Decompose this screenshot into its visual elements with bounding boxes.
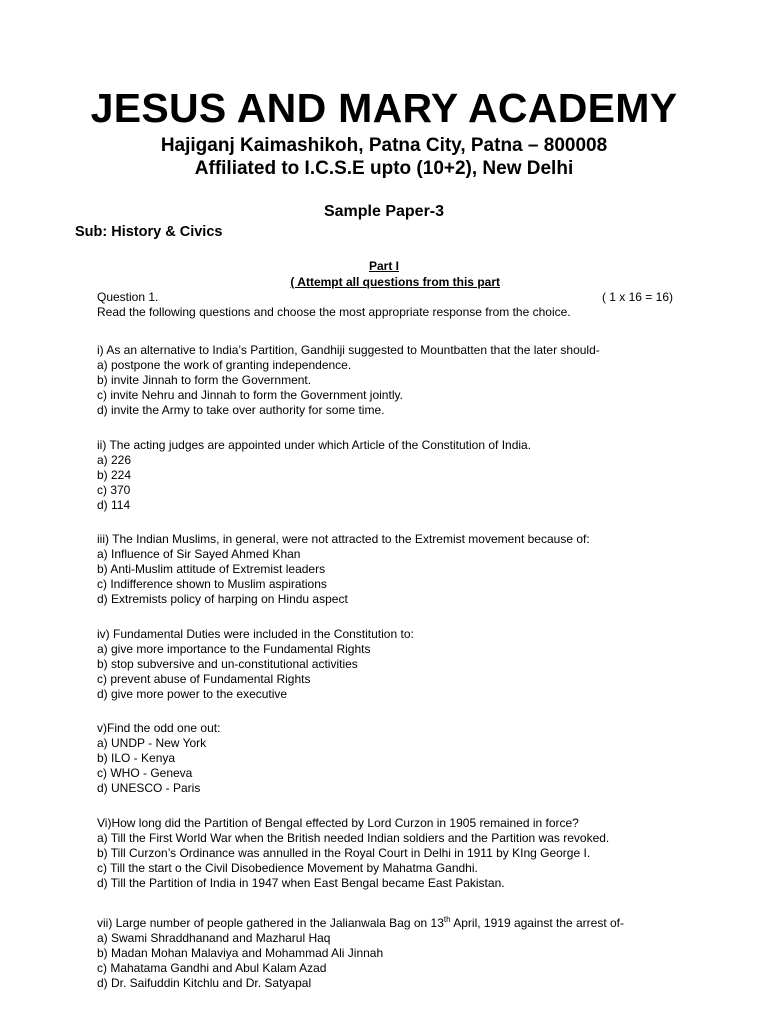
option-d: d) give more power to the executive (97, 687, 288, 701)
option-b: b) Till Curzon’s Ordinance was annulled in the Royal Court in Delhi in 1911 by KIng George I. (97, 846, 591, 860)
question-text: v)Find the odd one out: (97, 721, 221, 735)
option-b: b) 224 (97, 468, 132, 482)
option-a: a) Swami Shraddhanand and Mazharul Haq (97, 931, 331, 945)
question-text: ii) The acting judges are appointed under which Article of the Constitution of India. (97, 438, 532, 452)
part-title: Part I (368, 259, 399, 273)
question-number: Question 1. (97, 290, 159, 304)
option-a: a) give more importance to the Fundamental Rights (97, 642, 371, 656)
option-c: c) 370 (97, 483, 131, 497)
subquestion-2 (97, 438, 697, 513)
school-address: Hajiganj Kaimashikoh, Patna City, Patna – 800008 (160, 135, 608, 156)
option-c: c) invite Nehru and Jinnah to form the Government jointly. (97, 388, 403, 402)
part-instruction: ( Attempt all questions from this part (290, 275, 500, 289)
option-c: c) Indifference shown to Muslim aspirations (97, 577, 327, 591)
option-c: c) Till the start o the Civil Disobedience Movement by Mahatma Gandhi. (97, 861, 478, 875)
option-d: d) UNESCO - Paris (97, 781, 201, 795)
option-a: a) Till the First World War when the British needed Indian soldiers and the Partition was revoked. (97, 831, 610, 845)
question-instruction: Read the following questions and choose the most appropriate response from the choice. (97, 305, 571, 319)
question-text-end: April, 1919 against the arrest of- (450, 916, 625, 930)
option-c: c) prevent abuse of Fundamental Rights (97, 672, 311, 686)
question-text: iv) Fundamental Duties were included in the Constitution to: (97, 627, 414, 641)
subquestion-4 (97, 627, 697, 702)
subject-line: Sub: History & Civics (75, 224, 223, 240)
question-text: iii) The Indian Muslims, in general, were not attracted to the Extremist movement because of: (97, 532, 590, 546)
question-text: Vi)How long did the Partition of Bengal effected by Lord Curzon in 1905 remained in force? (97, 816, 579, 830)
option-b: b) Anti-Muslim attitude of Extremist leaders (97, 562, 326, 576)
question-marks: ( 1 x 16 = 16) (601, 290, 673, 304)
option-a: a) Influence of Sir Sayed Ahmed Khan (97, 547, 301, 561)
subquestion-3 (97, 532, 697, 607)
option-d: d) invite the Army to take over authority for some time. (97, 403, 385, 417)
ordinal-suffix: th (443, 915, 451, 924)
subquestion-7 (97, 916, 697, 991)
subquestion-5 (97, 721, 697, 796)
option-b: b) invite Jinnah to form the Government. (97, 373, 312, 387)
option-c: c) WHO - Geneva (97, 766, 193, 780)
option-b: b) ILO - Kenya (97, 751, 176, 765)
question-text (97, 916, 697, 931)
option-b: b) Madan Mohan Malaviya and Mohammad Ali Jinnah (97, 946, 384, 960)
question-text: i) As an alternative to India’s Partition, Gandhiji suggested to Mountbatten that the later should- (97, 343, 600, 357)
option-a: a) 226 (97, 453, 132, 467)
option-d: d) Extremists policy of harping on Hindu aspect (97, 592, 348, 606)
option-c: c) Mahatama Gandhi and Abul Kalam Azad (97, 961, 327, 975)
paper-title: Sample Paper-3 (323, 203, 445, 220)
option-d: d) Till the Partition of India in 1947 when East Bengal became East Pakistan. (97, 876, 505, 890)
subquestion-6 (97, 816, 697, 891)
subquestion-1 (97, 343, 697, 418)
option-b: b) stop subversive and un-constitutional activities (97, 657, 358, 671)
option-a: a) UNDP - New York (97, 736, 207, 750)
affiliation-line: Affiliated to I.C.S.E upto (10+2), New Delhi (194, 158, 574, 179)
option-a: a) postpone the work of granting independence. (97, 358, 352, 372)
question-text-start: vii) Large number of people gathered in the Jalianwala Bag on 13 (97, 916, 444, 930)
option-d: d) 114 (97, 498, 131, 512)
option-d: d) Dr. Saifuddin Kitchlu and Dr. Satyapal (97, 976, 312, 990)
school-name: JESUS AND MARY ACADEMY (90, 85, 678, 131)
